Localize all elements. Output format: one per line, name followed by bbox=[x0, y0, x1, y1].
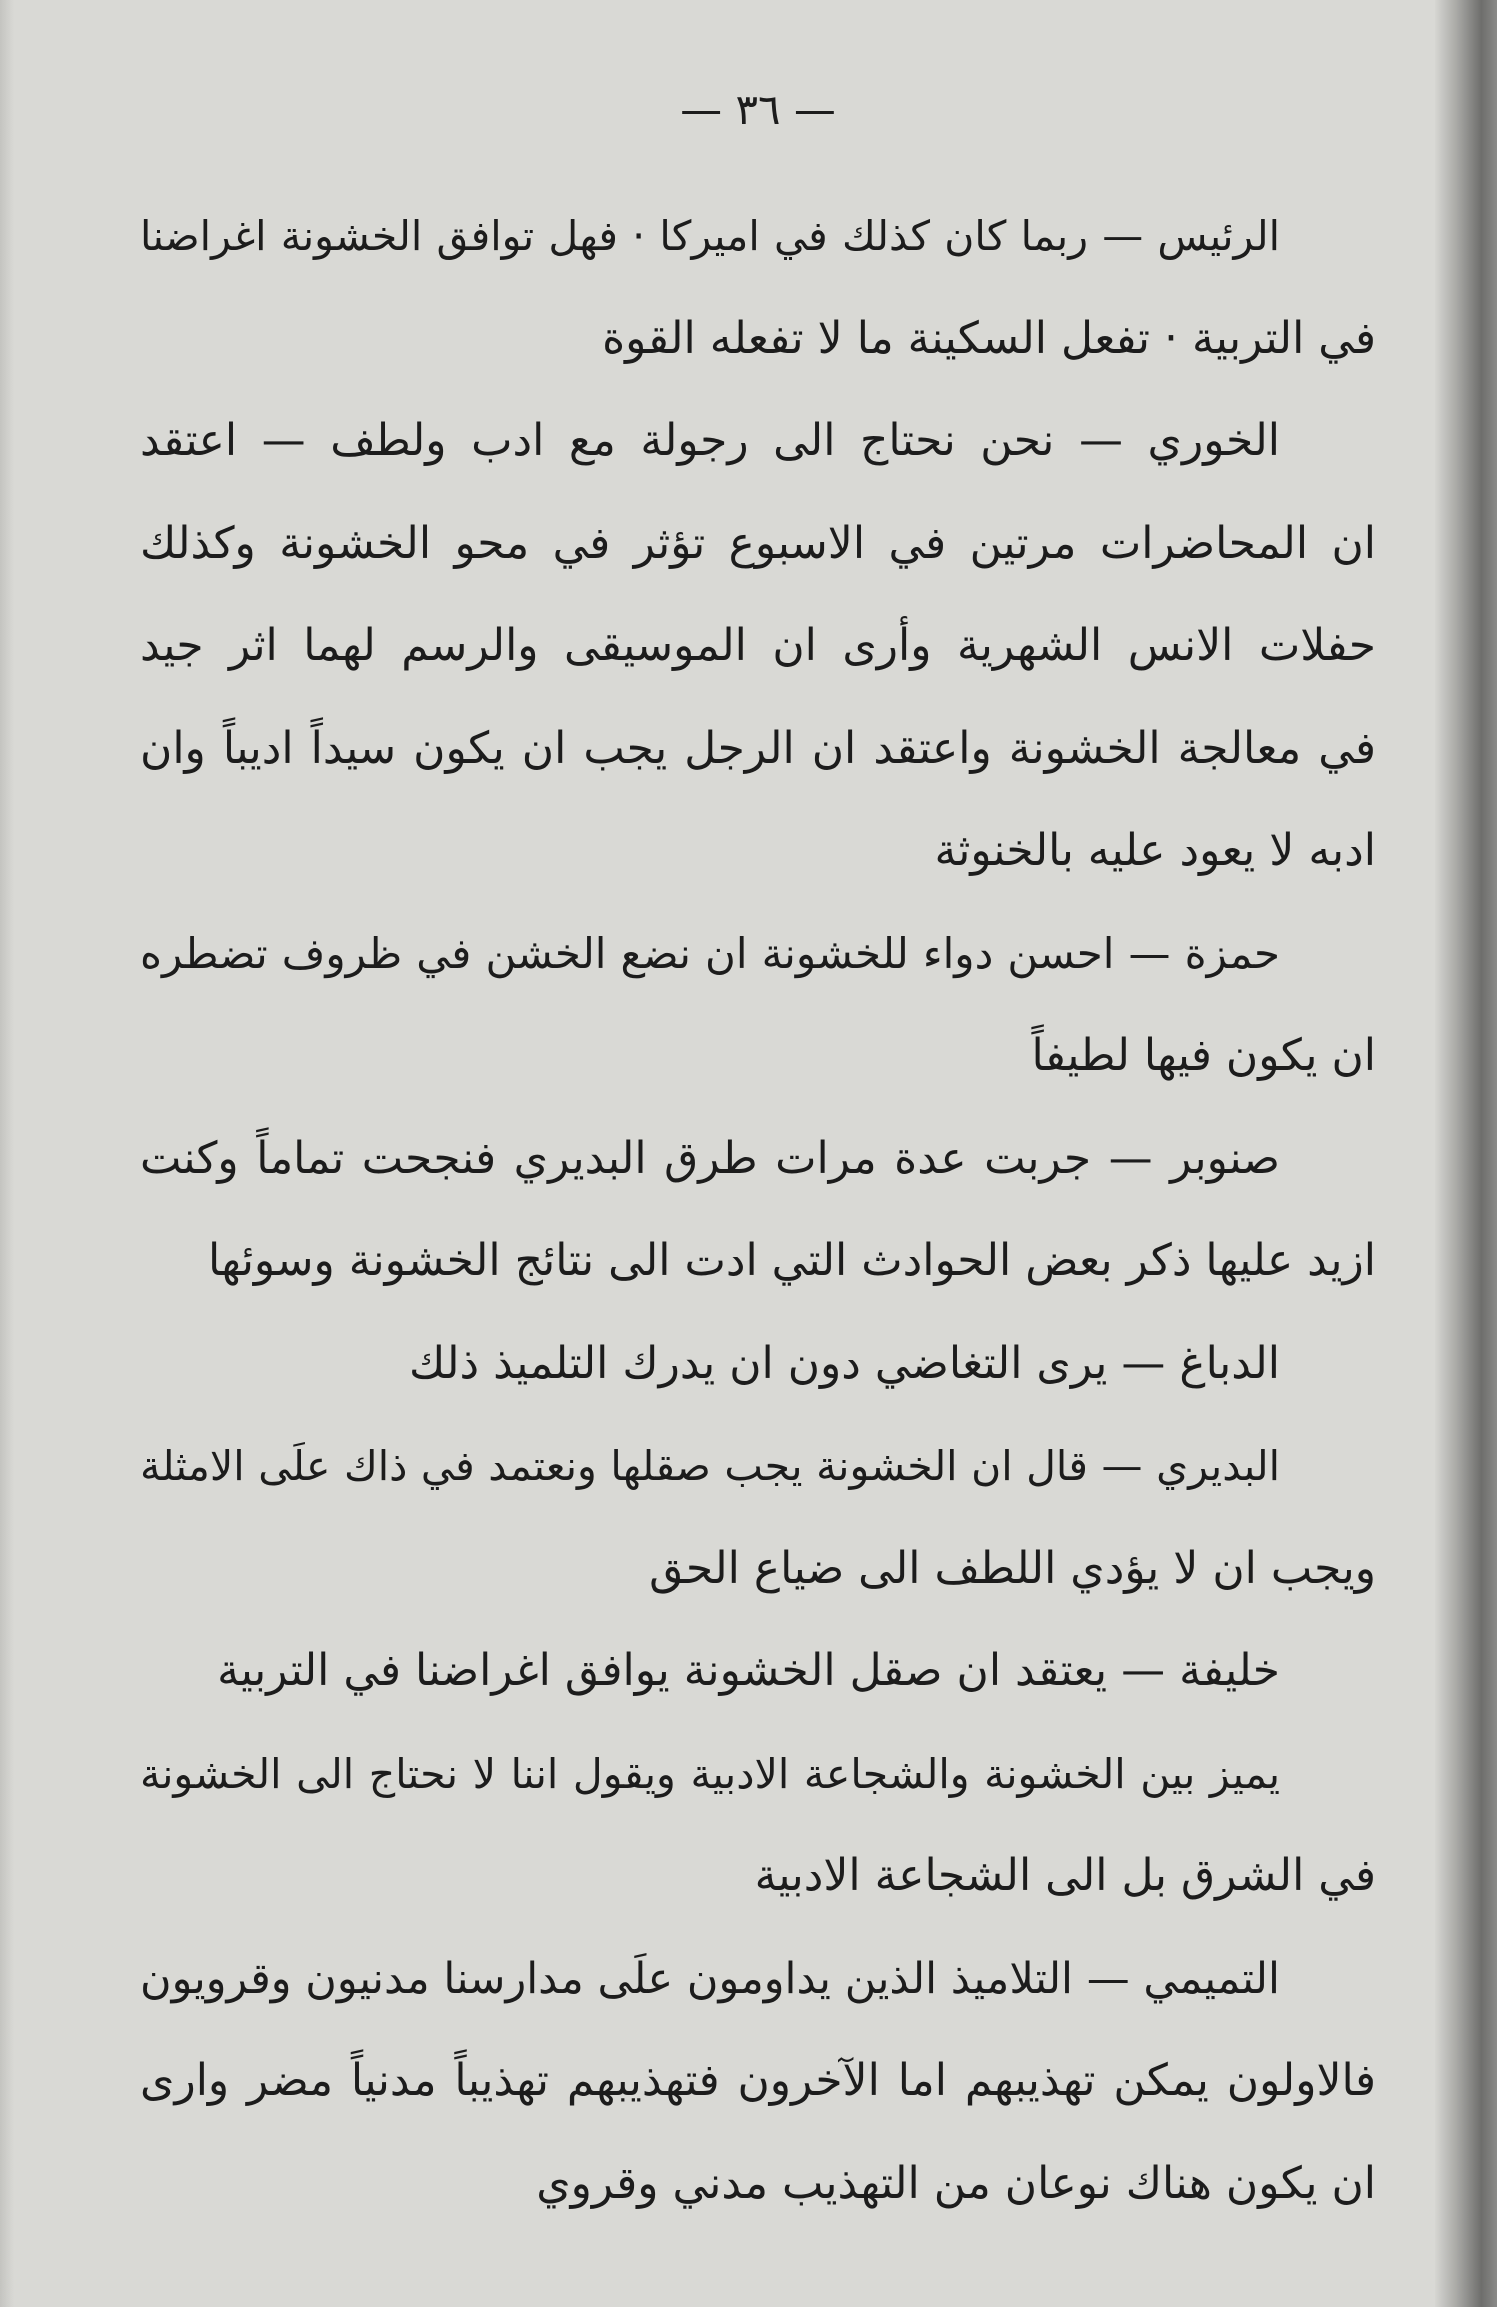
paragraph bbox=[140, 1108, 1376, 1313]
text-line: الخوري — نحن نحتاج الى رجولة مع ادب ولطف — اعتقد bbox=[140, 415, 1280, 466]
page-edge-shadow-right bbox=[1435, 0, 1497, 2307]
text-line: الرئيس — ربما كان كذلك في اميركا · فهل توافق الخشونة اغراضنا bbox=[140, 212, 1280, 260]
text-line: ادبه لا يعود عليه بالخنوثة bbox=[934, 825, 1376, 876]
text-line: في الشرق بل الى الشجاعة الادبية bbox=[754, 1850, 1376, 1901]
page-number: — ٣٦ — bbox=[680, 85, 836, 134]
paragraph bbox=[140, 1723, 1376, 1928]
text-line: ان المحاضرات مرتين في الاسبوع تؤثر في محو الخشونة وكذلك bbox=[140, 517, 1376, 569]
paragraph bbox=[140, 1313, 1376, 1416]
text-line: في معالجة الخشونة واعتقد ان الرجل يجب ان يكون سيداً اديباً وان bbox=[140, 722, 1376, 774]
text-line: في التربية · تفعل السكينة ما لا تفعله القوة bbox=[602, 312, 1376, 364]
text-line: صنوبر — جربت عدة مرات طرق البديري فنجحت تماماً وكنت bbox=[140, 1132, 1280, 1184]
paragraph bbox=[140, 1620, 1376, 1723]
text-line: التميمي — التلاميذ الذين يداومون علَى مدارسنا مدنيون وقرويون bbox=[140, 1953, 1280, 2004]
paragraph bbox=[140, 390, 1376, 903]
page-body bbox=[140, 185, 1376, 2235]
text-line: الدباغ — يرى التغاضي دون ان يدرك التلميذ ذلك bbox=[409, 1337, 1280, 1389]
text-line: ويجب ان لا يؤدي اللطف الى ضياع الحق bbox=[649, 1542, 1376, 1594]
page-edge-shadow-left bbox=[0, 0, 14, 2307]
paragraph bbox=[140, 1415, 1376, 1620]
paragraph bbox=[140, 185, 1376, 390]
text-line: حفلات الانس الشهرية وأرى ان الموسيقى والرسم لهما اثر جيد bbox=[140, 620, 1376, 671]
text-line: خليفة — يعتقد ان صقل الخشونة يوافق اغراضنا في التربية bbox=[217, 1645, 1280, 1696]
paragraph bbox=[140, 903, 1376, 1108]
text-line: يميز بين الخشونة والشجاعة الادبية ويقول اننا لا نحتاج الى الخشونة bbox=[140, 1749, 1280, 1798]
text-line: فالاولون يمكن تهذيبهم اما الآخرون فتهذيبهم تهذيباً مدنياً مضر وارى bbox=[140, 2055, 1376, 2106]
text-line: ان يكون فيها لطيفاً bbox=[1031, 1030, 1376, 1081]
text-line: حمزة — احسن دواء للخشونة ان نضع الخشن في ظروف تضطره bbox=[140, 928, 1280, 978]
paragraph bbox=[140, 1928, 1376, 2236]
text-line: ازيد عليها ذكر بعض الحوادث التي ادت الى نتائج الخشونة وسوئها bbox=[208, 1235, 1376, 1286]
text-line: البديري — قال ان الخشونة يجب صقلها ونعتمد في ذاك علَى الامثلة bbox=[140, 1442, 1280, 1490]
text-line: ان يكون هناك نوعان من التهذيب مدني وقروي bbox=[536, 2157, 1376, 2209]
